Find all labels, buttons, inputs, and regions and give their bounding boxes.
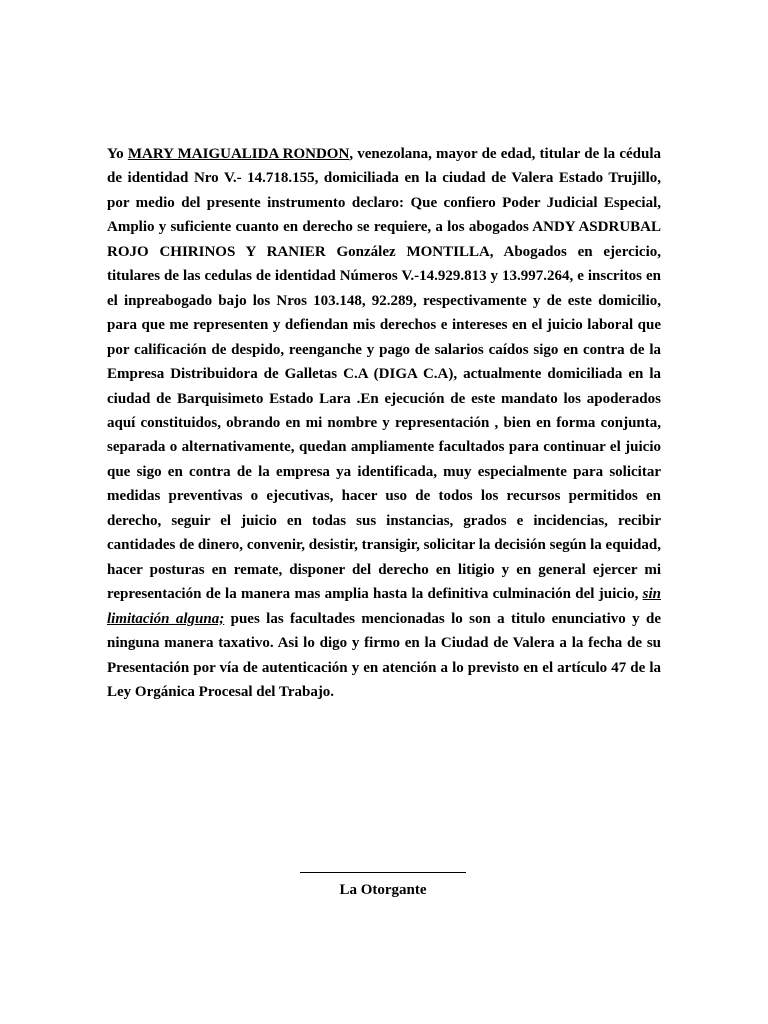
grantor-name: MARY MAIGUALIDA RONDON — [127, 146, 350, 162]
paragraph-text-part-2: pues las facultades mencionadas lo son a titulo enunciativo y de ninguna manera taxativo. Asi lo digo y firmo en la Ciudad de Valera a la fecha de su Presentación por vía de autenticación y en atención a lo previsto en el artículo 47 de la Ley Orgánica Procesal del Trabajo. — [107, 610, 661, 700]
emphasis-text: sin limitación alguna; — [107, 586, 661, 627]
power-of-attorney-paragraph — [107, 142, 661, 704]
intro-text: Yo — [107, 146, 128, 162]
paragraph-text-part-1: , venezolana, mayor de edad, titular de la cédula de identidad Nro V.- 14.718.155, domiciliada en la ciudad de Valera Estado Trujillo, por medio del presente instrumento declaro: Que confiero Poder Judicial Especial, Amplio y suficiente cuanto en derecho se requiere, a los abogados ANDY ASDRUBAL ROJO CHIRINOS Y RANIER González MONTILLA, Abogados en ejercicio, titulares de las cedulas de identidad Números V.-14.929.813 y 13.997.264, e inscritos en el inpreabogado bajo los Nros 103.148, 92.289, respectivamente y de este domicilio, para que me representen y defiendan mis derechos e intereses en el juicio laboral que por calificación de despido, reenganche y pago de salarios caídos sigo en contra de la Empresa Distribuidora de Galletas C.A (DIGA C.A), actualmente domiciliada en la ciudad de Barquisimeto Estado Lara .En ejecución de este mandato los apoderados aquí constituidos, obrando en mi nombre y representación , bien en forma conjunta, separada o alternativamente, quedan ampliamente facultados para continuar el juicio que sigo en contra de la empresa ya identificada, muy especialmente para solicitar medidas preventivas o ejecutivas, hacer uso de todos los recursos permitidos en derecho, seguir el juicio en todas sus instancias, grados e incidencias, recibir cantidades de dinero, convenir, desistir, transigir, solicitar la decisión según la equidad, hacer posturas en remate, disponer del derecho en litigio y en general ejercer mi representación de la manera mas amplia hasta la definitiva culminación del juicio, — [107, 146, 661, 603]
signature-line — [300, 872, 466, 873]
signature-label: La Otorgante — [339, 882, 427, 898]
